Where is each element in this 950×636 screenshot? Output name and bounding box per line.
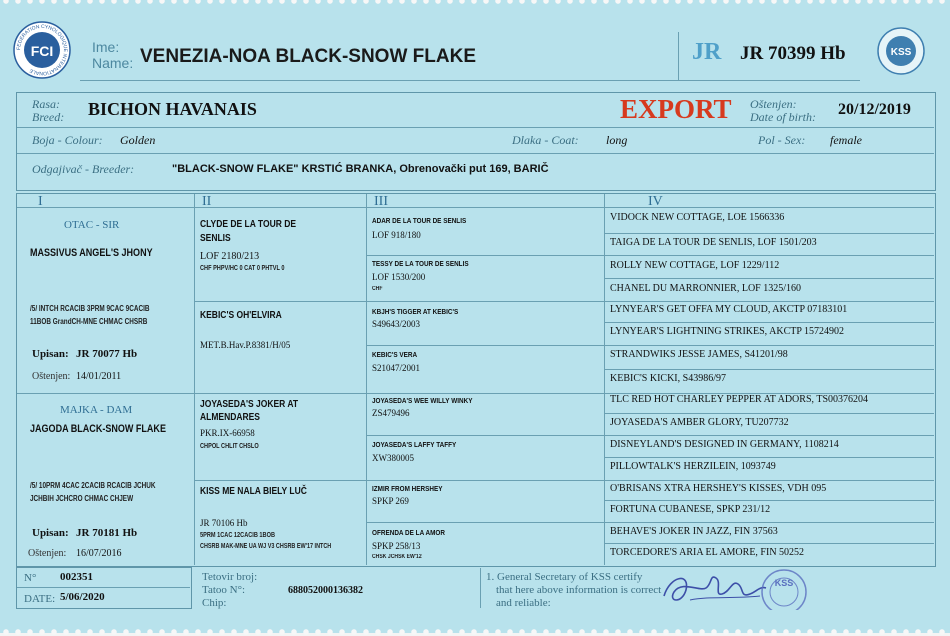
gen3-5-reg: ZS479496 — [372, 408, 410, 418]
sex-label: Pol - Sex: — [758, 133, 806, 147]
chip-number: 688052000136382 — [288, 585, 363, 596]
column-header-line — [17, 207, 934, 208]
gen3-line-5 — [367, 435, 934, 436]
gen4-line-5 — [605, 322, 934, 323]
gen3-4-name: KEBIC'S VERA — [372, 350, 418, 359]
pedigree-grid — [16, 193, 936, 567]
gen4-line-7 — [605, 369, 934, 370]
gen4-11: DISNEYLAND'S DESIGNED IN GERMANY, 1108214 — [610, 439, 839, 450]
sire-titles-1: /5/ INTCH RCACIB 3PRM 9CAC 9CACIB — [30, 304, 150, 313]
gen3-7-name: IZMIR FROM HERSHEY — [372, 484, 443, 493]
sire-reg-label: Upisan: — [32, 348, 69, 360]
chip-label: Chip: — [202, 597, 227, 609]
certify-line-2: that here above information is correct — [496, 584, 662, 596]
gen4-13: O'BRISANS XTRA HERSHEY'S KISSES, VDH 095 — [610, 483, 827, 494]
gen2-4-titles-1: 5PRM 1CAC 12CACIB 1BOB — [200, 532, 275, 539]
dob-label-1: Oštenjen: — [750, 97, 797, 111]
dam-born-label: Oštenjen: — [28, 548, 67, 559]
fci-logo-text: FCI — [30, 43, 54, 59]
name-label-2: Name: — [92, 55, 134, 71]
gen4-6: LYNYEAR'S LIGHTNING STRIKES, AKCTP 15724902 — [610, 326, 845, 337]
date-label: DATE: — [24, 593, 56, 605]
tattoo-label-2: Tatoo N°: — [202, 584, 246, 596]
gen3-line-7 — [367, 522, 934, 523]
dam-reg: JR 70181 Hb — [76, 527, 138, 539]
bottom-perforation — [0, 628, 950, 636]
date-of-birth: 20/12/2019 — [838, 101, 911, 118]
col-divider-2 — [366, 194, 367, 565]
sire-born: 14/01/2011 — [76, 371, 122, 382]
sire-born-label: Oštenjen: — [32, 371, 71, 382]
gen3-8-name: OFRENDA DE LA AMOR — [372, 528, 445, 537]
fci-logo — [12, 20, 72, 80]
tattoo-label-1: Tetovir broj: — [202, 571, 258, 583]
breeder: "BLACK-SNOW FLAKE" KRSTIĆ BRANKA, Obrenovački put 169, BARIČ — [172, 163, 549, 175]
gen4-16: TORCEDORE'S ARIA EL AMORE, FIN 50252 — [610, 547, 805, 558]
registration-number: JR 70399 Hb — [740, 43, 846, 64]
gen2-1-reg: LOF 2180/213 — [200, 251, 260, 262]
gen3-1-name: ADAR DE LA TOUR DE SENLIS — [372, 216, 467, 225]
column-i-header: I — [38, 194, 43, 209]
gen4-8: KEBIC'S KICKI, S43986/97 — [610, 373, 726, 384]
gen3-2-reg: LOF 1530/200 — [372, 272, 426, 282]
gen2-line-1 — [195, 301, 934, 302]
gen4-3: ROLLY NEW COTTAGE, LOF 1229/112 — [610, 260, 780, 271]
gen4-5: LYNYEAR'S GET OFFA MY CLOUD, AKCTP 07183101 — [610, 304, 848, 315]
sire-name: MASSIVUS ANGEL'S JHONY — [30, 247, 153, 259]
gen3-line-1 — [367, 255, 934, 256]
column-iii-header: III — [374, 194, 388, 209]
gen4-line-15 — [605, 543, 934, 544]
sire-title: OTAC - SIR — [64, 219, 120, 231]
number-date-line — [17, 587, 190, 588]
gen3-8-titles: CHSK JCHSK EW'12 — [372, 554, 422, 560]
gen4-line-9 — [605, 413, 934, 414]
gen4-10: JOYASEDA'S AMBER GLORY, TU207732 — [610, 417, 789, 428]
fci-ring-text: FEDERATION CYNOLOGIQUE INTERNATIONALE — [15, 23, 69, 77]
footer-divider — [480, 568, 481, 608]
certify-line-1: 1. General Secretary of KSS certify — [486, 571, 643, 583]
gen3-3-name: KBJH'S TIGGER AT KEBIC'S — [372, 307, 459, 316]
info-line-2 — [17, 153, 934, 154]
dam-born: 16/07/2016 — [76, 548, 122, 559]
top-perforation — [0, 0, 950, 5]
jr-big: JR — [692, 39, 722, 65]
certificate-date: 5/06/2020 — [60, 591, 105, 603]
column-ii-header: II — [202, 194, 212, 209]
dam-titles-2: JCHBIH JCHCRO CHMAC CHJEW — [30, 494, 134, 503]
colour: Golden — [120, 133, 156, 147]
gen3-3-reg: S49643/2003 — [372, 319, 421, 329]
gen2-line-3 — [195, 480, 934, 481]
colour-label: Boja - Colour: — [32, 133, 103, 147]
gen3-2-name: TESSY DE LA TOUR DE SENLIS — [372, 259, 469, 268]
info-line-1 — [17, 127, 934, 128]
gen2-1-titles: CHF PHPV/HC 0 CAT 0 PHTVL 0 — [200, 265, 285, 272]
coat-label: Dlaka - Coat: — [512, 133, 579, 147]
dam-reg-label: Upisan: — [32, 527, 69, 539]
gen4-7: STRANDWIKS JESSE JAMES, S41201/98 — [610, 349, 788, 360]
gen3-6-name: JOYASEDA'S LAFFY TAFFY — [372, 440, 457, 449]
breed-label-2: Breed: — [32, 110, 65, 124]
gen4-12: PILLOWTALK'S HERZILEIN, 1093749 — [610, 461, 776, 472]
gen4-9: TLC RED HOT CHARLEY PEPPER AT ADORS, TS00376204 — [610, 394, 869, 405]
gen4-4: CHANEL DU MARRONNIER, LOF 1325/160 — [610, 283, 802, 294]
gen2-2-reg: MET.B.Hav.P.8381/H/05 — [200, 340, 291, 350]
certify-line-3: and reliable: — [496, 597, 551, 609]
dam-title: MAJKA - DAM — [60, 404, 133, 416]
certificate-number: 002351 — [60, 571, 93, 583]
gen3-line-3 — [367, 345, 934, 346]
dob-label-2: Date of birth: — [750, 110, 816, 124]
kss-stamp — [754, 566, 814, 610]
kss-logo — [876, 26, 926, 76]
dam-titles-1: /5/ 10PRM 4CAC 2CACIB RCACIB JCHUK — [30, 481, 156, 490]
gen2-4-name: KISS ME NALA BIELY LUČ — [200, 486, 307, 497]
gen4-line-1 — [605, 233, 934, 234]
export-label: EXPORT — [620, 94, 732, 124]
gen3-6-reg: XW380005 — [372, 453, 414, 463]
gen3-2-titles: CHF — [372, 286, 383, 292]
gen4-line-3 — [605, 278, 934, 279]
sex: female — [830, 133, 862, 147]
gen3-8-reg: SPKP 258/13 — [372, 541, 421, 551]
gen4-1: VIDOCK NEW COTTAGE, LOE 1566336 — [610, 212, 785, 223]
stamp-text: KSS — [774, 578, 794, 588]
gen3-1-reg: LOF 918/180 — [372, 230, 421, 240]
column-iv-header: IV — [648, 194, 663, 209]
breeder-label: Odgajivač - Breeder: — [32, 162, 135, 176]
gen3-5-name: JOYASEDA'S WEE WILLY WINKY — [372, 396, 473, 405]
dam-name: JAGODA BLACK-SNOW FLAKE — [30, 423, 166, 435]
sire-titles-2: 11BOB GrandCH-MNE CHMAC CHSRB — [30, 317, 148, 326]
gen2-3-reg: PKR.IX-66958 — [200, 428, 255, 438]
header-line — [80, 80, 860, 81]
gen2-3-titles: CHPOL CHLIT CHSLO — [200, 443, 259, 450]
gen2-2-name: KEBIC'S OH'ELVIRA — [200, 310, 282, 321]
gen2-1-name-1: CLYDE DE LA TOUR DE — [200, 219, 297, 230]
gen2-4-titles-2: CHSRB MAK-MNE UA WJ V3 CHSRB EW'17 INTCH — [200, 543, 332, 550]
number-label: N° — [24, 572, 37, 584]
gen4-15: BEHAVE'S JOKER IN JAZZ, FIN 37563 — [610, 526, 778, 537]
col-divider-3 — [604, 194, 605, 565]
dog-name: VENEZIA-NOA BLACK-SNOW FLAKE — [140, 46, 476, 67]
gen3-4-reg: S21047/2001 — [372, 363, 421, 373]
col-divider-1 — [194, 194, 195, 565]
name-label-1: Ime: — [92, 39, 120, 55]
kss-logo-text: KSS — [890, 47, 912, 58]
gen2-4-reg: JR 70106 Hb — [200, 518, 248, 528]
gen4-line-13 — [605, 500, 934, 501]
gen2-3-name-2: ALMENDARES — [200, 412, 260, 423]
gen4-line-11 — [605, 457, 934, 458]
gen4-14: FORTUNA CUBANESE, SPKP 231/12 — [610, 504, 771, 515]
name-divider — [678, 32, 679, 80]
sire-reg: JR 70077 Hb — [76, 348, 138, 360]
gen3-7-reg: SPKP 269 — [372, 496, 409, 506]
breed: BICHON HAVANAIS — [88, 99, 257, 119]
breed-label-1: Rasa: — [32, 97, 60, 111]
coat: long — [606, 133, 628, 147]
gen2-1-name-2: SENLIS — [200, 233, 231, 244]
gen2-3-name-1: JOYASEDA'S JOKER AT — [200, 399, 299, 410]
gen4-2: TAIGA DE LA TOUR DE SENLIS, LOF 1501/203 — [610, 237, 817, 248]
